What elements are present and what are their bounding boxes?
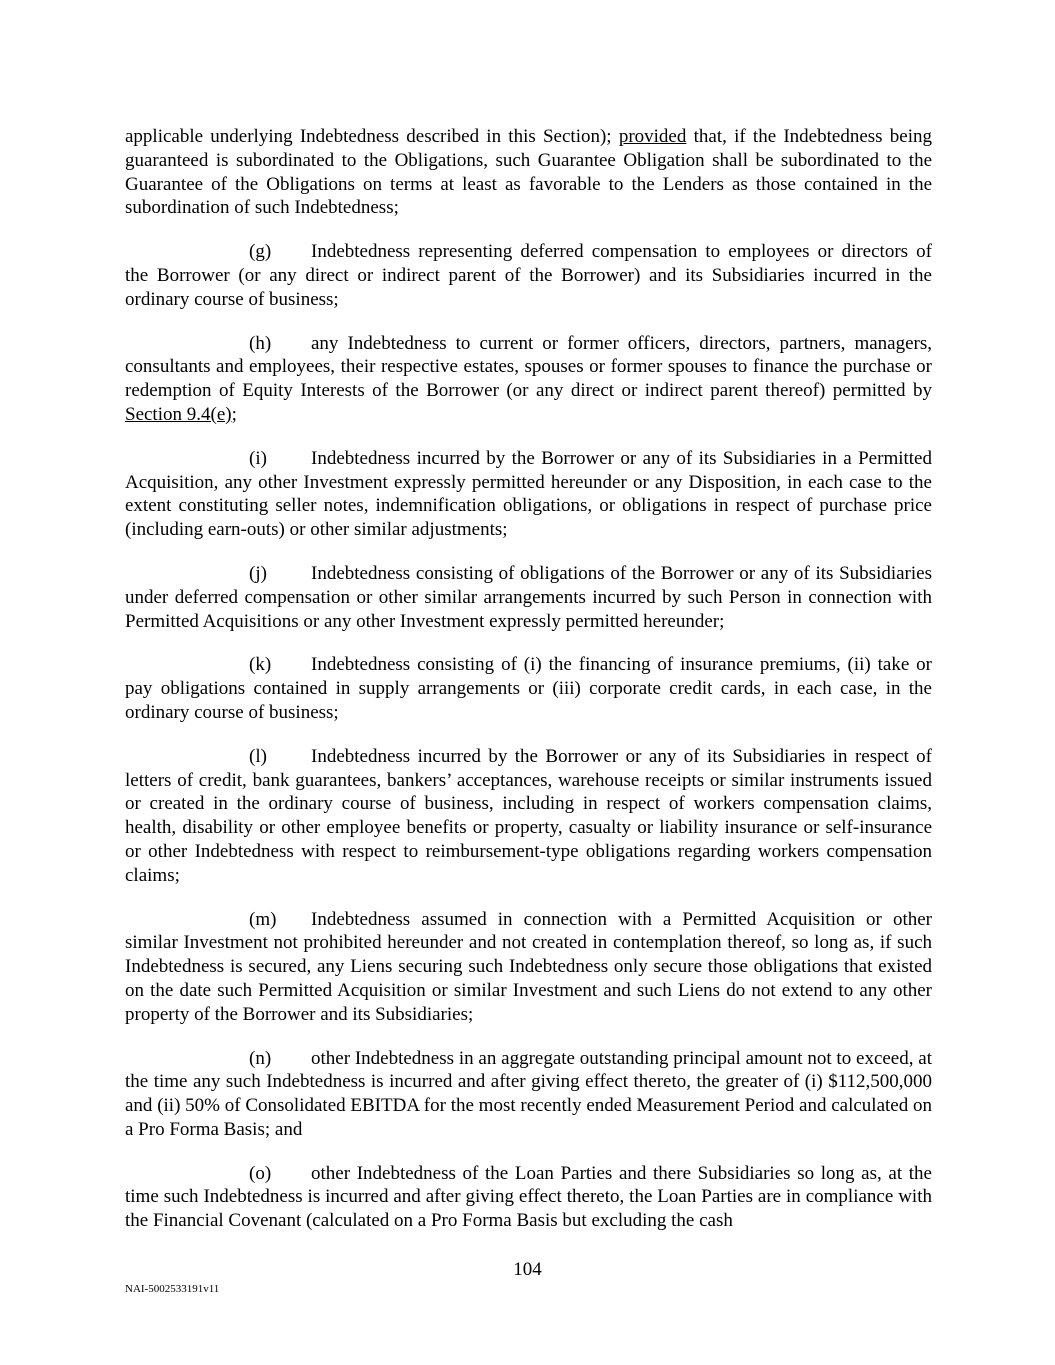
clause-text: Indebtedness assumed in connection with a Permitted Acquisition or other similar Investment not prohibited hereunder and not created in contemplation thereof, so long as, if such Indebtedness is secured, any Liens securing such Indebtedness only secure those obligations that existed on the date such Permitted Acquisition or similar Investment and such Liens do not extend to any other property of the Borrower and its Subsidiaries; bbox=[125, 908, 932, 1025]
clause-label: (j) bbox=[249, 562, 267, 584]
clause-text: other Indebtedness of the Loan Parties and there Subsidiaries so long as, at the time such Indebtedness is incurred and after giving effect thereto, the Loan Parties are in compliance with the Financial Covenant (calculated on a Pro Forma Basis but excluding the cash bbox=[125, 1162, 932, 1232]
clause-label: (l) bbox=[249, 745, 267, 767]
paragraph-continuation bbox=[125, 125, 932, 220]
clause-text: other Indebtedness in an aggregate outstanding principal amount not to exceed, at the time any such Indebtedness is incurred and after giving effect thereto, the greater of (i) $112,500,000 and (ii) 50% of Consolidated EBITDA for the most recently ended Measurement Period and calculated on a Pro Forma Basis; and bbox=[125, 1047, 932, 1140]
document-id: NAI-5002533191v11 bbox=[125, 1283, 220, 1295]
clause-label: (m) bbox=[249, 908, 277, 930]
clause-text: Indebtedness incurred by the Borrower or any of its Subsidiaries in respect of letters of credit, bank guarantees, bankers’ acceptances, warehouse receipts or similar instruments issued or created in the ordinary course of business, including in respect of workers compensation claims, health, disability or other employee benefits or property, casualty or liability insurance or self-insurance or other Indebtedness with respect to reimbursement-type obligations regarding workers compensation claims; bbox=[125, 745, 932, 886]
provided-term: provided bbox=[618, 126, 687, 147]
document-page bbox=[125, 125, 932, 1253]
clause-label: (k) bbox=[249, 654, 272, 676]
clause-label: (h) bbox=[249, 332, 272, 354]
clause-h bbox=[125, 332, 932, 427]
clause-g bbox=[125, 240, 932, 311]
clause-text: Indebtedness incurred by the Borrower or any of its Subsidiaries in a Permitted Acquisition, any other Investment expressly permitted hereunder or any Disposition, in each case to the extent constituting seller notes, indemnification obligations, or obligations in respect of purchase price (including earn-outs) or other similar adjustments; bbox=[125, 447, 932, 541]
clause-label: (i) bbox=[249, 447, 267, 469]
clause-j bbox=[125, 562, 932, 633]
clause-k bbox=[125, 653, 932, 724]
clause-text-end: ; bbox=[231, 403, 237, 425]
clause-l bbox=[125, 745, 932, 888]
clause-label: (g) bbox=[249, 241, 272, 263]
clause-text: any Indebtedness to current or former officers, directors, partners, managers, consultants and employees, their respective estates, spouses or former spouses to finance the purchase or redemption of Equity Interests of the Borrower (or any direct or indirect parent thereof) permitted by bbox=[125, 332, 932, 402]
clause-text: Indebtedness consisting of (i) the financing of insurance premiums, (ii) take or pay obligations contained in supply arrangements or (iii) corporate credit cards, in each case, in the ordinary course of business; bbox=[125, 654, 932, 723]
section-reference: Section 9.4(e) bbox=[125, 403, 232, 425]
clause-label: (o) bbox=[249, 1162, 272, 1184]
clause-m bbox=[125, 908, 932, 1027]
clause-o bbox=[125, 1162, 932, 1233]
clause-i bbox=[125, 447, 932, 542]
clause-text: Indebtedness consisting of obligations of the Borrower or any of its Subsidiaries under deferred compensation or other similar arrangements incurred by such Person in connection with Permitted Acquisitions or any other Investment expressly permitted hereunder; bbox=[125, 562, 932, 632]
continuation-text-end: that, if the Indebtedness being guaranteed is subordinated to the Obligations, such Guarantee Obligation shall be subordinated to the Guarantee of the Obligations on terms at least as favorable to the Lenders as those contained in the subordination of such Indebtedness; bbox=[125, 126, 932, 219]
continuation-text: applicable underlying Indebtedness described in this Section); bbox=[125, 126, 619, 147]
page-number: 104 bbox=[513, 1259, 542, 1280]
clause-n bbox=[125, 1047, 932, 1142]
clause-label: (n) bbox=[249, 1047, 272, 1069]
clause-text: Indebtedness representing deferred compensation to employees or directors of the Borrower (or any direct or indirect parent of the Borrower) and its Subsidiaries incurred in the ordinary course of business; bbox=[125, 241, 932, 310]
